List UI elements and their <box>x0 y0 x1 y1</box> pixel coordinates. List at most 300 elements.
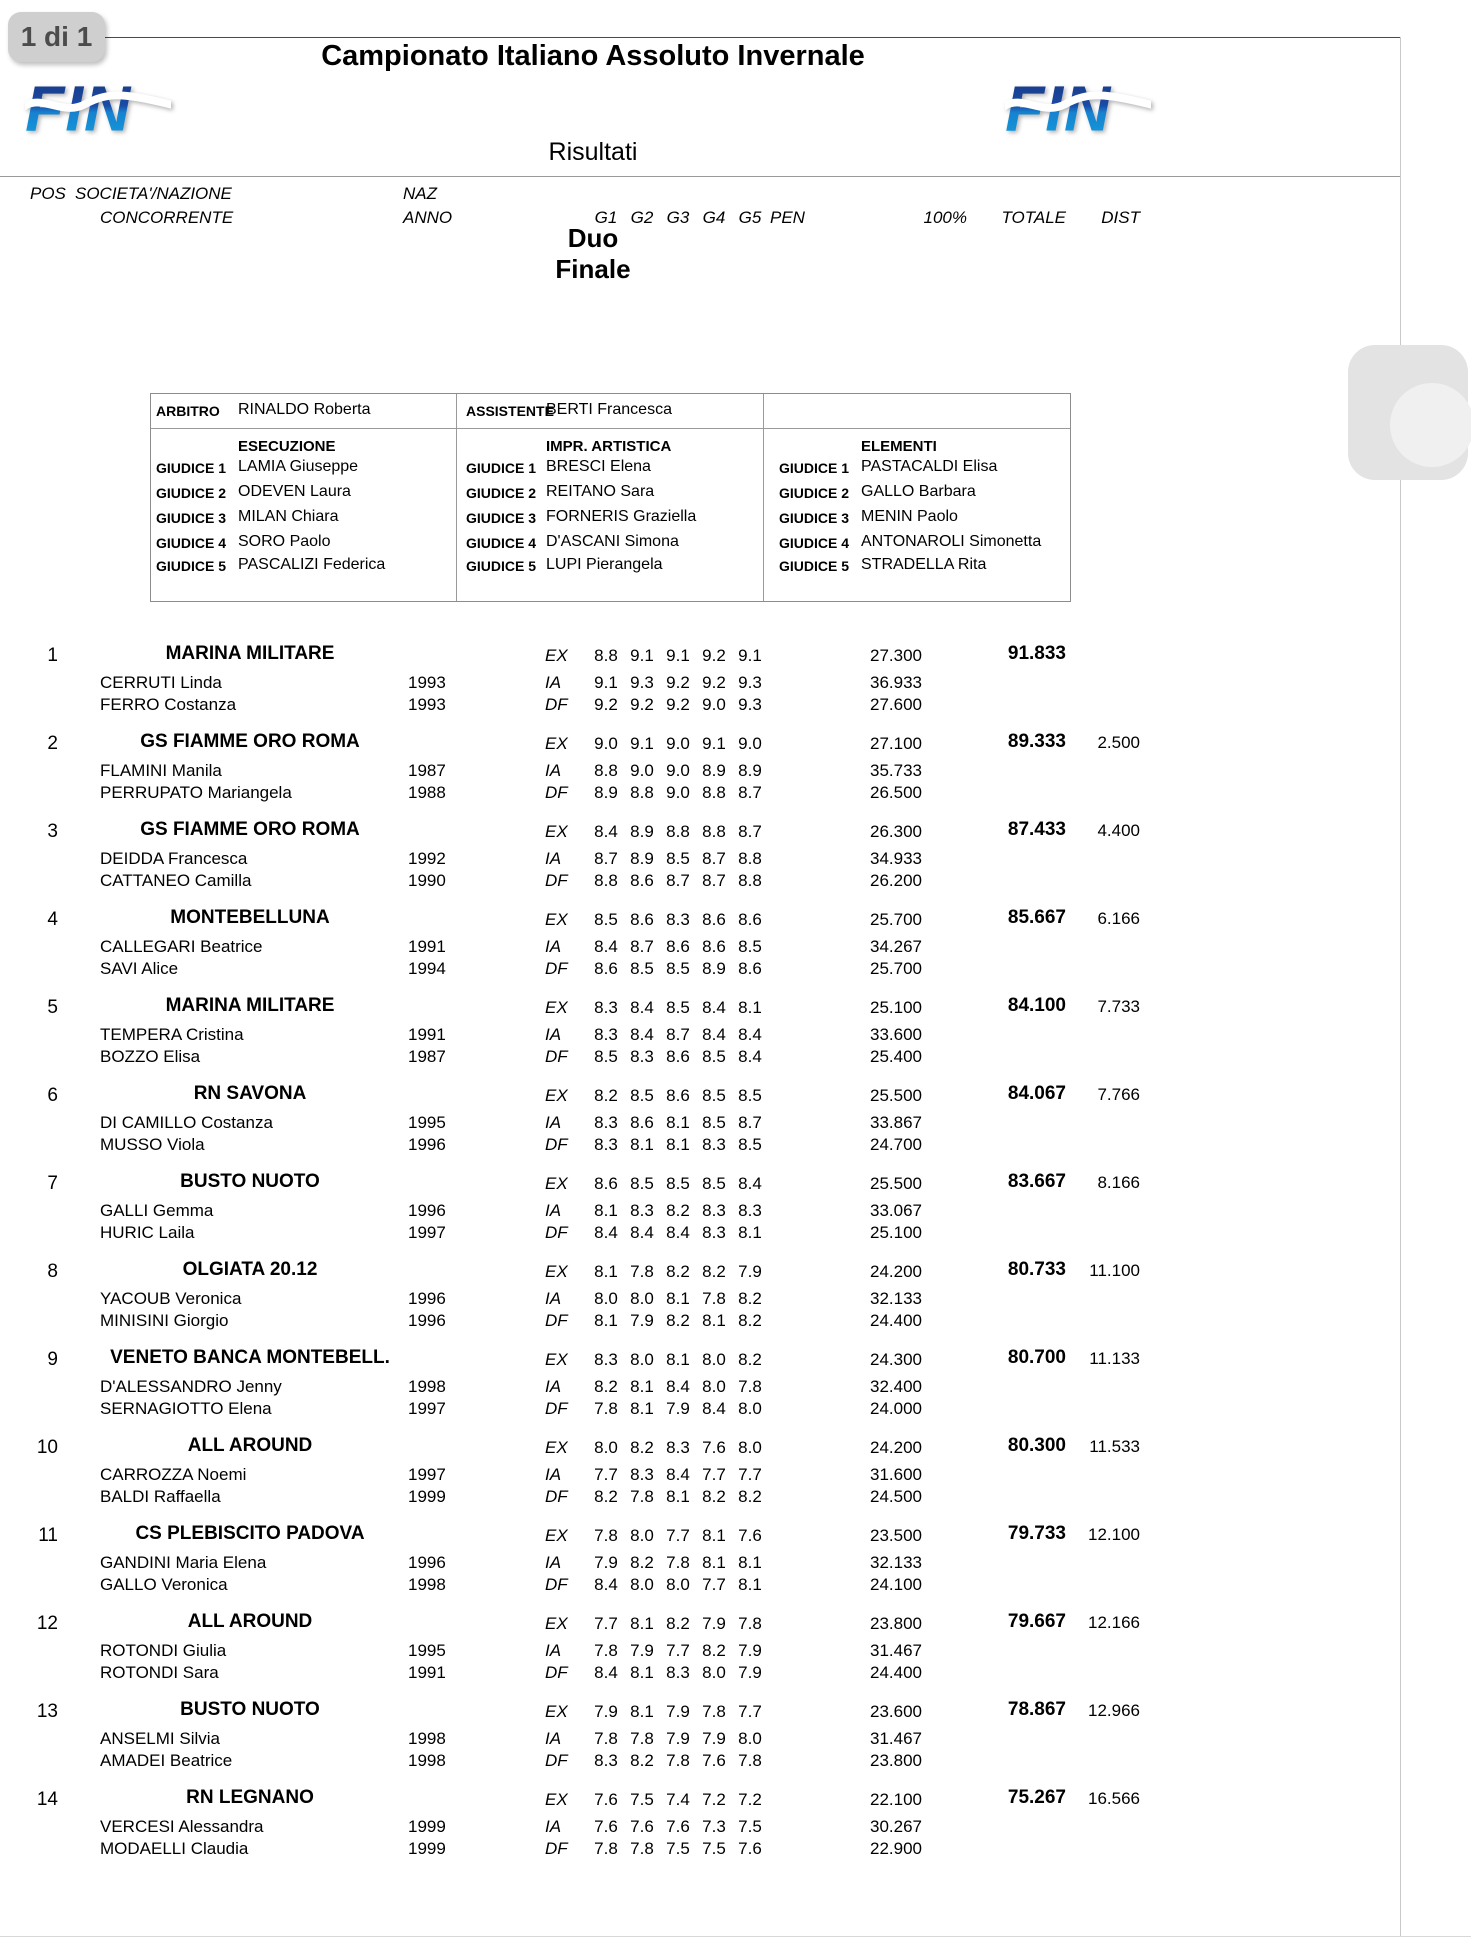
judge-score: 8.5 <box>702 1086 726 1105</box>
athlete-name: CATTANEO Camilla <box>100 871 252 890</box>
athlete-year: 1993 <box>408 695 446 714</box>
header-divider <box>0 176 1400 177</box>
giudice-name: MENIN Paolo <box>861 508 958 525</box>
segment-label: EX <box>545 998 568 1017</box>
giudice-label: GIUDICE 4 <box>466 535 537 551</box>
distance-from-leader: 6.166 <box>1097 909 1140 928</box>
judge-score: 8.3 <box>666 910 690 929</box>
judge-score: 7.6 <box>594 1790 618 1809</box>
athlete-year: 1997 <box>408 1465 446 1484</box>
team-name: GS FIAMME ORO ROMA <box>140 819 360 840</box>
judge-score: 8.2 <box>738 1350 762 1369</box>
segment-label: EX <box>545 1174 568 1193</box>
team-name: MONTEBELLUNA <box>170 907 330 928</box>
total-score: 75.267 <box>1007 1787 1066 1808</box>
segment-label: EX <box>545 1262 568 1281</box>
judge-score: 9.0 <box>702 695 726 714</box>
judge-score: 9.0 <box>738 734 762 753</box>
giudice-name: ANTONAROLI Simonetta <box>861 533 1042 550</box>
judge-score: 8.0 <box>630 1350 654 1369</box>
judge-score: 8.3 <box>594 1135 618 1154</box>
judge-score: 8.5 <box>630 1086 654 1105</box>
scroll-widget-knob[interactable] <box>1390 383 1471 467</box>
fin-logo-left <box>25 72 171 145</box>
judge-score: 8.2 <box>666 1614 690 1633</box>
segment-label: DF <box>545 1311 568 1330</box>
judge-score: 8.4 <box>702 1399 726 1418</box>
total-score: 85.667 <box>1007 907 1066 928</box>
col-naz: NAZ <box>403 184 437 203</box>
athlete-name: FERRO Costanza <box>100 695 237 714</box>
giudice-name: PASTACALDI Elisa <box>861 458 998 475</box>
judge-score: 8.2 <box>666 1311 690 1330</box>
judge-score: 8.6 <box>702 910 726 929</box>
judge-score: 7.6 <box>666 1817 690 1836</box>
judge-score: 8.2 <box>702 1487 726 1506</box>
judge-score: 8.8 <box>738 849 762 868</box>
judge-score: 8.6 <box>666 1047 690 1066</box>
judge-score: 8.3 <box>702 1135 726 1154</box>
judge-score: 8.7 <box>666 1025 690 1044</box>
judge-score: 9.0 <box>666 761 690 780</box>
judge-score: 8.3 <box>594 1350 618 1369</box>
result-position: 8 <box>47 1261 58 1282</box>
result-row <box>0 642 1471 730</box>
judge-score: 8.7 <box>738 783 762 802</box>
athlete-name: DI CAMILLO Costanza <box>100 1113 273 1132</box>
judge-score: 7.7 <box>702 1575 726 1594</box>
segment-subtotal: 31.600 <box>870 1465 922 1484</box>
judge-score: 8.7 <box>738 1113 762 1132</box>
judge-score: 8.1 <box>738 1553 762 1572</box>
distance-from-leader: 12.166 <box>1088 1613 1140 1632</box>
col-g2: G2 <box>630 208 654 227</box>
judge-score: 8.5 <box>666 1174 690 1193</box>
page-bottom-border <box>0 1936 1471 1937</box>
giudice-label: GIUDICE 4 <box>779 535 850 551</box>
judge-score: 7.7 <box>666 1641 690 1660</box>
segment-subtotal: 25.500 <box>870 1174 922 1193</box>
segment-subtotal: 36.933 <box>870 673 922 692</box>
athlete-year: 1991 <box>408 1663 446 1682</box>
arbitro-name: RINALDO Roberta <box>238 401 371 418</box>
distance-from-leader: 16.566 <box>1088 1789 1140 1808</box>
result-row <box>0 1522 1471 1610</box>
distance-from-leader: 8.166 <box>1097 1173 1140 1192</box>
segment-label: DF <box>545 1839 568 1858</box>
judge-score: 7.5 <box>630 1790 654 1809</box>
judge-score: 7.9 <box>702 1729 726 1748</box>
judge-score: 9.2 <box>594 695 618 714</box>
judge-score: 7.7 <box>594 1465 618 1484</box>
segment-subtotal: 22.900 <box>870 1839 922 1858</box>
team-name: GS FIAMME ORO ROMA <box>140 731 360 752</box>
segment-label: IA <box>545 1817 562 1836</box>
fin-logo-text: FIN <box>1005 72 1112 140</box>
col-societa: SOCIETA'/NAZIONE <box>75 184 232 203</box>
result-position: 6 <box>47 1085 58 1106</box>
athlete-year: 1996 <box>408 1553 446 1572</box>
athlete-name: PERRUPATO Mariangela <box>100 783 292 802</box>
judge-score: 8.2 <box>630 1553 654 1572</box>
athlete-name: CARROZZA Noemi <box>100 1465 247 1484</box>
col-g5: G5 <box>738 208 762 227</box>
judge-score: 8.6 <box>594 959 618 978</box>
judge-score: 9.2 <box>702 673 726 692</box>
segment-subtotal: 30.267 <box>870 1817 922 1836</box>
segment-subtotal: 26.500 <box>870 783 922 802</box>
judge-score: 7.8 <box>630 1839 654 1858</box>
col-g4: G4 <box>702 208 726 227</box>
segment-label: EX <box>545 1702 568 1721</box>
judge-score: 8.9 <box>702 959 726 978</box>
judge-score: 9.0 <box>594 734 618 753</box>
judge-score: 7.8 <box>666 1751 690 1770</box>
judge-score: 8.3 <box>702 1223 726 1242</box>
segment-subtotal: 34.267 <box>870 937 922 956</box>
judge-score: 9.0 <box>666 734 690 753</box>
total-score: 91.833 <box>1007 643 1066 664</box>
segment-subtotal: 23.800 <box>870 1751 922 1770</box>
athlete-year: 1997 <box>408 1223 446 1242</box>
athlete-year: 1992 <box>408 849 446 868</box>
judge-score: 9.2 <box>702 646 726 665</box>
judge-score: 8.1 <box>630 1663 654 1682</box>
athlete-name: SERNAGIOTTO Elena <box>100 1399 272 1418</box>
total-score: 79.733 <box>1007 1523 1066 1544</box>
athlete-name: AMADEI Beatrice <box>100 1751 233 1770</box>
giudice-name: LUPI Pierangela <box>546 556 663 573</box>
judge-score: 8.2 <box>630 1438 654 1457</box>
judge-score: 8.4 <box>738 1047 762 1066</box>
judge-score: 8.0 <box>630 1289 654 1308</box>
result-row <box>0 1698 1471 1786</box>
judge-score: 8.4 <box>594 937 618 956</box>
judge-score: 8.3 <box>594 1025 618 1044</box>
athlete-year: 1991 <box>408 937 446 956</box>
judge-score: 8.5 <box>630 959 654 978</box>
team-name: RN LEGNANO <box>186 1787 314 1808</box>
judge-score: 7.6 <box>594 1817 618 1836</box>
judge-score: 8.1 <box>666 1350 690 1369</box>
judge-score: 8.7 <box>702 871 726 890</box>
segment-label: DF <box>545 871 568 890</box>
judge-score: 8.0 <box>702 1350 726 1369</box>
giudice-name: PASCALIZI Federica <box>238 556 386 573</box>
judge-score: 7.9 <box>630 1641 654 1660</box>
judge-score: 7.6 <box>738 1526 762 1545</box>
athlete-year: 1987 <box>408 761 446 780</box>
judge-score: 7.9 <box>630 1311 654 1330</box>
col-anno: ANNO <box>403 208 453 227</box>
athlete-name: CALLEGARI Beatrice <box>100 937 263 956</box>
judge-score: 8.2 <box>594 1377 618 1396</box>
giudice-name: SORO Paolo <box>238 533 331 550</box>
judge-score: 8.6 <box>702 937 726 956</box>
result-position: 11 <box>38 1525 58 1546</box>
segment-subtotal: 24.200 <box>870 1438 922 1457</box>
segment-label: IA <box>545 1729 562 1748</box>
team-name: ALL AROUND <box>187 1435 313 1456</box>
result-row <box>0 994 1471 1082</box>
judge-score: 8.6 <box>738 959 762 978</box>
judge-score: 8.8 <box>702 822 726 841</box>
result-position: 2 <box>47 733 58 754</box>
athlete-year: 1996 <box>408 1135 446 1154</box>
giudice-name: GALLO Barbara <box>861 483 976 500</box>
giudice-label: GIUDICE 5 <box>156 558 227 574</box>
judge-score: 9.1 <box>666 646 690 665</box>
judge-score: 7.6 <box>702 1751 726 1770</box>
judge-score: 8.1 <box>666 1135 690 1154</box>
segment-label: IA <box>545 1377 562 1396</box>
judge-score: 8.1 <box>630 1614 654 1633</box>
results-heading: Risultati <box>548 138 638 166</box>
judge-score: 8.3 <box>630 1047 654 1066</box>
judge-score: 7.7 <box>702 1465 726 1484</box>
result-position: 9 <box>47 1349 58 1370</box>
segment-subtotal: 32.400 <box>870 1377 922 1396</box>
judge-score: 7.9 <box>666 1702 690 1721</box>
segment-label: IA <box>545 1201 562 1220</box>
judge-score: 9.1 <box>630 734 654 753</box>
judge-score: 8.5 <box>594 910 618 929</box>
team-name: MARINA MILITARE <box>165 995 335 1016</box>
judge-score: 8.4 <box>702 998 726 1017</box>
judge-score: 8.1 <box>594 1311 618 1330</box>
result-position: 1 <box>47 645 58 666</box>
segment-label: IA <box>545 849 562 868</box>
athlete-year: 1996 <box>408 1201 446 1220</box>
judge-score: 8.6 <box>738 910 762 929</box>
judge-score: 8.3 <box>666 1438 690 1457</box>
athlete-name: BALDI Raffaella <box>100 1487 221 1506</box>
team-name: CS PLEBISCITO PADOVA <box>135 1523 365 1544</box>
total-score: 80.300 <box>1007 1435 1066 1456</box>
judge-score: 8.4 <box>702 1025 726 1044</box>
judge-score: 7.8 <box>630 1262 654 1281</box>
segment-subtotal: 24.500 <box>870 1487 922 1506</box>
athlete-name: ROTONDI Giulia <box>100 1641 227 1660</box>
judge-score: 8.4 <box>594 822 618 841</box>
judge-score: 8.0 <box>630 1526 654 1545</box>
segment-label: EX <box>545 1438 568 1457</box>
segment-subtotal: 25.400 <box>870 1047 922 1066</box>
judge-score: 7.9 <box>666 1399 690 1418</box>
distance-from-leader: 12.100 <box>1088 1525 1140 1544</box>
judge-score: 8.8 <box>630 783 654 802</box>
segment-subtotal: 23.800 <box>870 1614 922 1633</box>
judge-score: 7.9 <box>738 1663 762 1682</box>
segment-label: DF <box>545 1223 568 1242</box>
total-score: 89.333 <box>1007 731 1066 752</box>
segment-subtotal: 24.000 <box>870 1399 922 1418</box>
segment-subtotal: 33.067 <box>870 1201 922 1220</box>
judge-score: 9.2 <box>630 695 654 714</box>
judge-score: 8.1 <box>702 1526 726 1545</box>
giudice-label: GIUDICE 1 <box>779 460 850 476</box>
judge-score: 8.3 <box>666 1663 690 1682</box>
judge-score: 9.3 <box>738 673 762 692</box>
result-row <box>0 1610 1471 1698</box>
judge-score: 8.1 <box>702 1553 726 1572</box>
assistente-label: ASSISTENTE <box>466 403 554 419</box>
judge-score: 8.4 <box>666 1223 690 1242</box>
judge-score: 8.2 <box>666 1262 690 1281</box>
judge-score: 8.3 <box>738 1201 762 1220</box>
distance-from-leader: 2.500 <box>1097 733 1140 752</box>
judge-score: 7.6 <box>702 1438 726 1457</box>
result-row <box>0 1082 1471 1170</box>
athlete-name: GALLO Veronica <box>100 1575 228 1594</box>
judge-score: 9.2 <box>666 673 690 692</box>
judge-score: 7.4 <box>666 1790 690 1809</box>
athlete-name: CERRUTI Linda <box>100 673 222 692</box>
judge-score: 7.9 <box>594 1553 618 1572</box>
distance-from-leader: 7.766 <box>1097 1085 1140 1104</box>
judge-score: 8.2 <box>630 1751 654 1770</box>
judge-score: 7.3 <box>702 1817 726 1836</box>
distance-from-leader: 7.733 <box>1097 997 1140 1016</box>
total-score: 84.100 <box>1007 995 1066 1016</box>
result-position: 13 <box>36 1701 58 1722</box>
judge-score: 8.6 <box>630 871 654 890</box>
total-score: 80.733 <box>1007 1259 1066 1280</box>
judge-score: 7.9 <box>738 1262 762 1281</box>
segment-subtotal: 25.100 <box>870 1223 922 1242</box>
judge-score: 8.9 <box>630 849 654 868</box>
giudice-label: GIUDICE 1 <box>156 460 227 476</box>
result-row <box>0 906 1471 994</box>
segment-subtotal: 26.200 <box>870 871 922 890</box>
judge-score: 8.0 <box>594 1289 618 1308</box>
athlete-name: GANDINI Maria Elena <box>100 1553 267 1572</box>
athlete-name: MINISINI Giorgio <box>100 1311 229 1330</box>
result-position: 3 <box>47 821 58 842</box>
judge-score: 9.3 <box>738 695 762 714</box>
judge-score: 8.5 <box>702 1113 726 1132</box>
judge-score: 8.1 <box>738 998 762 1017</box>
judge-score: 8.2 <box>594 1487 618 1506</box>
team-name: BUSTO NUOTO <box>180 1171 320 1192</box>
total-score: 83.667 <box>1007 1171 1066 1192</box>
athlete-name: HURIC Laila <box>100 1223 195 1242</box>
judge-score: 8.1 <box>738 1223 762 1242</box>
result-row <box>0 1786 1471 1874</box>
fin-logo-right <box>1005 72 1151 145</box>
team-name: MARINA MILITARE <box>165 643 335 664</box>
segment-label: DF <box>545 1047 568 1066</box>
viewer-scroll-widget[interactable] <box>1348 345 1468 480</box>
segment-subtotal: 24.700 <box>870 1135 922 1154</box>
segment-subtotal: 24.400 <box>870 1663 922 1682</box>
athlete-name: MODAELLI Claudia <box>100 1839 249 1858</box>
giudice-label: GIUDICE 3 <box>466 510 537 526</box>
judge-score: 8.3 <box>702 1201 726 1220</box>
segment-label: IA <box>545 1113 562 1132</box>
judge-score: 9.1 <box>630 646 654 665</box>
judge-score: 7.6 <box>738 1839 762 1858</box>
result-position: 4 <box>47 909 58 930</box>
event-phase: Finale <box>555 254 631 284</box>
judge-score: 8.4 <box>630 1025 654 1044</box>
judge-score: 9.1 <box>738 646 762 665</box>
judge-score: 8.5 <box>666 998 690 1017</box>
athlete-name: DEIDDA Francesca <box>100 849 248 868</box>
judge-score: 7.8 <box>702 1702 726 1721</box>
segment-label: IA <box>545 1025 562 1044</box>
judge-score: 8.1 <box>702 1311 726 1330</box>
judge-score: 8.7 <box>594 849 618 868</box>
judge-score: 7.8 <box>738 1614 762 1633</box>
distance-from-leader: 11.533 <box>1089 1437 1140 1456</box>
segment-subtotal: 32.133 <box>870 1289 922 1308</box>
assistente-name: BERTI Francesca <box>546 401 672 418</box>
distance-from-leader: 11.100 <box>1089 1261 1140 1280</box>
segment-label: DF <box>545 695 568 714</box>
judge-score: 7.8 <box>594 1729 618 1748</box>
judge-score: 7.7 <box>666 1526 690 1545</box>
athlete-year: 1999 <box>408 1817 446 1836</box>
judge-score: 8.7 <box>738 822 762 841</box>
judge-score: 7.2 <box>702 1790 726 1809</box>
giudice-name: BRESCI Elena <box>546 458 651 475</box>
judge-score: 8.9 <box>630 822 654 841</box>
judge-score: 7.8 <box>630 1729 654 1748</box>
athlete-name: SAVI Alice <box>100 959 179 978</box>
segment-subtotal: 24.400 <box>870 1311 922 1330</box>
judge-score: 8.6 <box>630 1113 654 1132</box>
judge-score: 8.7 <box>702 849 726 868</box>
segment-subtotal: 23.600 <box>870 1702 922 1721</box>
segment-subtotal: 26.300 <box>870 822 922 841</box>
segment-subtotal: 33.867 <box>870 1113 922 1132</box>
athlete-year: 1994 <box>408 959 446 978</box>
judge-score: 7.2 <box>738 1790 762 1809</box>
judge-score: 8.4 <box>666 1465 690 1484</box>
judges-panel-separator-2 <box>763 394 764 601</box>
athlete-name: FLAMINI Manila <box>100 761 222 780</box>
judge-score: 8.5 <box>594 1047 618 1066</box>
judge-score: 7.5 <box>738 1817 762 1836</box>
judge-score: 8.6 <box>594 1174 618 1193</box>
segment-label: IA <box>545 673 562 692</box>
judge-score: 8.1 <box>666 1289 690 1308</box>
result-position: 10 <box>36 1437 58 1458</box>
judge-score: 8.8 <box>738 871 762 890</box>
segment-subtotal: 25.700 <box>870 959 922 978</box>
panel-title-elementi: ELEMENTI <box>861 438 937 455</box>
judge-score: 8.1 <box>666 1113 690 1132</box>
athlete-name: ANSELMI Silvia <box>100 1729 220 1748</box>
judge-score: 7.8 <box>738 1751 762 1770</box>
judge-score: 9.0 <box>666 783 690 802</box>
judge-score: 8.1 <box>666 1487 690 1506</box>
giudice-name: REITANO Sara <box>546 483 655 500</box>
athlete-name: BOZZO Elisa <box>100 1047 201 1066</box>
segment-subtotal: 24.200 <box>870 1262 922 1281</box>
judge-score: 7.9 <box>666 1729 690 1748</box>
giudice-label: GIUDICE 3 <box>779 510 850 526</box>
segment-subtotal: 25.100 <box>870 998 922 1017</box>
segment-label: DF <box>545 1663 568 1682</box>
judge-score: 7.8 <box>630 1487 654 1506</box>
judge-score: 8.2 <box>738 1289 762 1308</box>
judge-score: 8.8 <box>594 871 618 890</box>
col-pen: PEN <box>770 208 805 227</box>
judge-score: 8.2 <box>594 1086 618 1105</box>
athlete-year: 1998 <box>408 1729 446 1748</box>
